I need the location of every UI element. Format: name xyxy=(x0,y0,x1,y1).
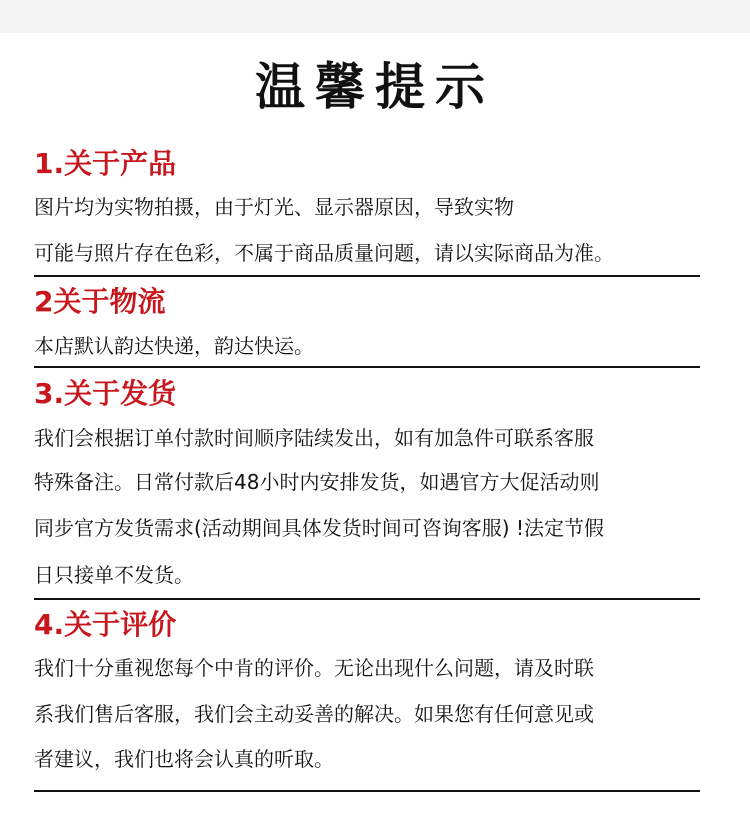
section-shipping-line-2: 特殊备注。日常付款后48小时内安排发货，如遇官方大促活动则 xyxy=(34,470,600,494)
section-review-line-1: 我们十分重视您每个中肯的评价。无论出现什么问题，请及时联 xyxy=(34,656,594,680)
section-review-line-2: 系我们售后客服，我们会主动妥善的解决。如果您有任何意见或 xyxy=(34,702,594,726)
divider-1 xyxy=(34,275,700,277)
section-heading-review: 4.关于评价 xyxy=(34,608,177,641)
section-product-line-2: 可能与照片存在色彩，不属于商品质量问题，请以实际商品为准。 xyxy=(34,241,614,265)
divider-4 xyxy=(34,790,700,792)
section-review-line-3: 者建议，我们也将会认真的听取。 xyxy=(34,747,334,771)
section-shipping-line-3: 同步官方发货需求(活动期间具体发货时间可咨询客服) !法定节假 xyxy=(34,516,604,540)
section-heading-logistics: 2关于物流 xyxy=(34,285,166,318)
page-title: 温馨提示 xyxy=(255,58,495,116)
section-heading-shipping: 3.关于发货 xyxy=(34,377,177,410)
divider-3 xyxy=(34,598,700,600)
section-logistics-line-1: 本店默认韵达快递，韵达快运。 xyxy=(34,334,314,358)
section-shipping-line-1: 我们会根据订单付款时间顺序陆续发出，如有加急件可联系客服 xyxy=(34,426,594,450)
top-band xyxy=(0,0,750,33)
section-product-line-1: 图片均为实物拍摄，由于灯光、显示器原因，导致实物 xyxy=(34,195,514,219)
section-heading-product: 1.关于产品 xyxy=(34,147,177,180)
divider-2 xyxy=(34,366,700,368)
section-shipping-line-4: 日只接单不发货。 xyxy=(34,563,194,587)
